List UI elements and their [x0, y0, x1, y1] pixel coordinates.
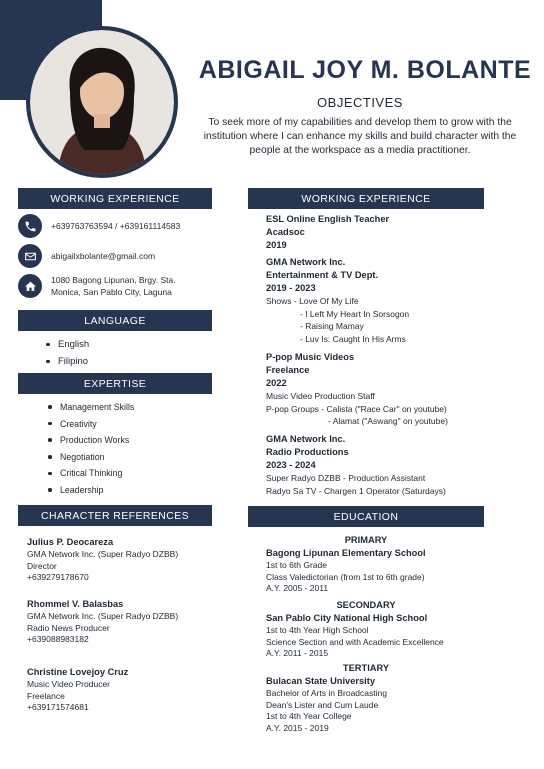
- job-company: GMA Network Inc.: [266, 257, 346, 267]
- list-item: Negotiation: [48, 449, 134, 466]
- list-item: Leadership: [48, 482, 134, 499]
- list-item: Filipino: [46, 353, 89, 370]
- list-item: Production Works: [48, 432, 134, 449]
- education-line: Science Section and with Academic Excellence: [266, 636, 444, 647]
- job-company: Acadsoc: [266, 227, 305, 237]
- education-line: Bachelor of Arts in Broadcasting: [266, 688, 387, 698]
- job-role: Music Video Production Staff: [266, 391, 375, 401]
- education-secondary: [248, 599, 484, 660]
- list-item: Management Skills: [48, 399, 134, 416]
- portrait-image: [30, 30, 174, 174]
- reference-name: Rhommel V. Balasbas: [27, 599, 124, 609]
- education-primary: [248, 534, 484, 595]
- job-group-item: - Alamat ("Aswang" on youtube): [328, 416, 448, 426]
- job-year: 2019: [266, 240, 287, 250]
- job-company: Freelance: [266, 365, 310, 375]
- job-company: GMA Network Inc.: [266, 434, 346, 444]
- education-line: 1st to 4th Year College: [266, 711, 352, 721]
- job-ppop: [266, 351, 448, 428]
- expertise-list: [48, 399, 134, 499]
- job-gma-entertainment: [266, 256, 409, 345]
- job-line: Radyo Sa TV - Chargen 1 Operator (Saturdays): [266, 485, 446, 496]
- right-working-experience-heading: WORKING EXPERIENCE: [248, 188, 484, 209]
- education-level: SECONDARY: [336, 600, 396, 610]
- phone-icon: [18, 214, 42, 238]
- education-line: A.Y. 2015 - 2019: [266, 722, 329, 733]
- reference-name: Christine Lovejoy Cruz: [27, 667, 129, 677]
- job-dept: Entertainment & TV Dept.: [266, 270, 379, 280]
- language-heading: LANGUAGE: [18, 310, 212, 331]
- reference-name: Julius P. Deocareza: [27, 537, 114, 547]
- reference-role: Freelance: [27, 690, 65, 701]
- job-groups: P-pop Groups - Calista ("Race Car" on youtube): [266, 403, 447, 414]
- reference-org: GMA Network Inc. (Super Radyo DZBB): [27, 549, 179, 559]
- job-line: Super Radyo DZBB - Production Assistant: [266, 473, 426, 483]
- reference-org: GMA Network Inc. (Super Radyo DZBB): [27, 611, 179, 621]
- education-heading: EDUCATION: [248, 506, 484, 527]
- reference-role: Radio News Producer: [27, 622, 110, 633]
- reference-role: Director: [27, 560, 57, 571]
- reference-1: [27, 536, 178, 584]
- education-tertiary: [248, 662, 484, 734]
- objectives-text: To seek more of my capabilities and develop them to grow with the institution where I can enhance my skills and build character with the people at the workspace as a media practitioner.: [203, 117, 517, 156]
- reference-3: [27, 666, 128, 714]
- reference-phone: +639171574681: [27, 702, 89, 712]
- address-line-2: Monica, San Pablo City, Laguna: [51, 287, 172, 297]
- education-level: TERTIARY: [342, 663, 390, 673]
- education-school: San Pablo City National High School: [266, 613, 428, 623]
- job-gma-radio: [266, 433, 446, 497]
- list-item: Creativity: [48, 416, 134, 433]
- job-years: 2019 - 2023: [266, 283, 316, 293]
- reference-phone: +639279178670: [27, 572, 89, 582]
- contact-address-row: [18, 274, 176, 298]
- expertise-heading: EXPERTISE: [18, 373, 212, 394]
- job-title: P-pop Music Videos: [266, 352, 355, 362]
- job-years: 2023 - 2024: [266, 460, 316, 470]
- education-level: PRIMARY: [344, 535, 388, 545]
- job-esl: [266, 213, 389, 252]
- education-line: 1st to 4th Year High School: [266, 625, 369, 635]
- education-school: Bulacan State University: [266, 676, 376, 686]
- job-year: 2022: [266, 378, 287, 388]
- list-item: Critical Thinking: [48, 465, 134, 482]
- candidate-name: ABIGAIL JOY M. BOLANTE: [198, 56, 532, 84]
- reference-org: Music Video Producer: [27, 679, 110, 689]
- job-title: ESL Online English Teacher: [266, 214, 390, 224]
- list-item: English: [46, 336, 89, 353]
- job-show-item: - Luv Is: Caught In His Arms: [300, 333, 406, 344]
- character-references-heading: CHARACTER REFERENCES: [18, 505, 212, 526]
- education-line: Dean's Lister and Cum Laude: [266, 699, 379, 710]
- education-line: A.Y. 2005 - 2011: [266, 583, 329, 593]
- language-list: [46, 336, 89, 370]
- education-line: A.Y. 2011 - 2015: [266, 648, 329, 658]
- reference-2: [27, 598, 178, 646]
- education-school: Bagong Lipunan Elementary School: [266, 548, 426, 558]
- mail-icon: [18, 244, 42, 268]
- job-show-item: - Raising Mamay: [300, 321, 364, 331]
- contact-email-row: [18, 244, 155, 268]
- contact-phone: +639763763594 / +639161114583: [51, 221, 181, 231]
- education-line: 1st to 6th Grade: [266, 560, 327, 570]
- education-line: Class Valedictorian (from 1st to 6th grade): [266, 571, 425, 582]
- left-working-experience-heading: WORKING EXPERIENCE: [18, 188, 212, 209]
- profile-photo: [26, 26, 178, 178]
- job-dept: Radio Productions: [266, 447, 349, 457]
- contact-phone-row: [18, 214, 180, 238]
- home-icon: [18, 274, 42, 298]
- contact-address: [51, 274, 176, 298]
- reference-phone: +639088983182: [27, 634, 89, 644]
- job-shows: Shows - Love Of My Life: [266, 296, 359, 306]
- contact-email: abigailxbolante@gmail.com: [51, 251, 156, 261]
- address-line-1: 1080 Bagong Lipunan, Brgy. Sta.: [51, 275, 176, 285]
- job-show-item: - I Left My Heart In Sorsogon: [300, 308, 410, 319]
- objectives-heading: OBJECTIVES: [317, 95, 403, 110]
